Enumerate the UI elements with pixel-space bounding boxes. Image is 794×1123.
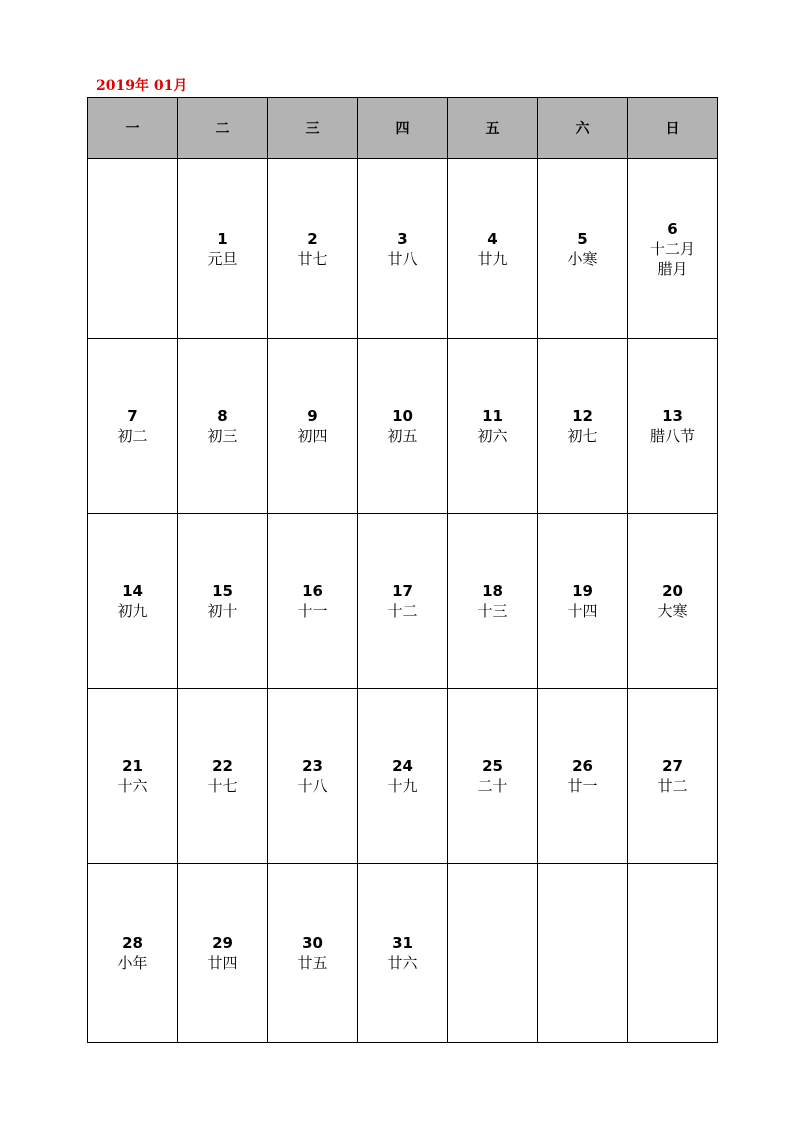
day-cell [88,864,178,1043]
day-cell [628,514,718,689]
day-cell [448,159,538,339]
day-number: 11 [482,407,503,425]
day-cell [448,514,538,689]
week-row [88,689,718,864]
day-number: 6 [667,219,678,238]
day-cell-empty [448,864,538,1043]
lunar-date: 元旦 [207,249,238,268]
day-cell-empty [88,159,178,339]
day-cell [178,864,268,1043]
day-cell [178,339,268,514]
day-number: 29 [212,934,233,952]
lunar-date: 廿二 [657,777,688,795]
lunar-date: 腊八节 [649,427,695,445]
lunar-date: 廿五 [297,954,328,972]
day-number: 20 [662,582,683,600]
day-number: 1 [217,229,228,248]
day-number: 4 [487,229,498,248]
day-cell [88,514,178,689]
lunar-date: 廿七 [297,249,328,268]
day-number: 19 [572,582,593,600]
day-number: 31 [392,934,413,952]
lunar-date: 初七 [567,427,598,445]
day-cell [628,339,718,514]
day-cell [538,689,628,864]
day-number: 13 [662,407,683,425]
day-cell [628,159,718,339]
day-number: 28 [122,934,143,952]
day-cell [88,689,178,864]
lunar-date: 十九 [387,777,418,795]
day-cell [358,689,448,864]
day-number: 22 [212,757,233,775]
month-calendar-table [87,97,718,1043]
lunar-date: 十七 [207,777,238,795]
day-number: 26 [572,757,593,775]
week-row [88,514,718,689]
day-number: 17 [392,582,413,600]
lunar-date: 十二 [387,602,418,620]
lunar-date: 十一 [297,602,328,620]
day-number: 21 [122,757,143,775]
lunar-date: 初二 [117,427,148,445]
day-cell [178,689,268,864]
day-number: 23 [302,757,323,775]
weekday-header-thu: 四 [358,98,448,159]
day-number: 25 [482,757,503,775]
day-number: 18 [482,582,503,600]
lunar-date: 小年 [117,954,148,972]
calendar-title: 2019年 01月 [96,78,188,94]
day-number: 3 [397,229,408,248]
day-number: 9 [307,407,318,425]
lunar-date: 廿一 [567,777,598,795]
lunar-date: 十三 [477,602,508,620]
day-cell [88,339,178,514]
lunar-date: 十八 [297,777,328,795]
lunar-date: 初四 [297,427,328,445]
lunar-date: 廿九 [477,249,508,268]
day-number: 8 [217,407,228,425]
day-number: 27 [662,757,683,775]
weekday-header-fri: 五 [448,98,538,159]
day-cell [448,339,538,514]
lunar-month: 十二月 [649,239,695,258]
lunar-date: 大寒 [657,602,688,620]
lunar-date: 廿六 [387,954,418,972]
lunar-date: 初三 [207,427,238,445]
week-row [88,864,718,1043]
day-cell [268,864,358,1043]
weekday-header-sat: 六 [538,98,628,159]
day-cell [448,689,538,864]
day-cell [358,864,448,1043]
lunar-date: 廿八 [387,249,418,268]
lunar-date: 初六 [477,427,508,445]
day-number: 15 [212,582,233,600]
day-number: 2 [307,229,318,248]
day-cell [538,514,628,689]
day-number: 30 [302,934,323,952]
week-row [88,159,718,339]
lunar-date: 初十 [207,602,238,620]
lunar-date: 十四 [567,602,598,620]
day-cell [538,339,628,514]
lunar-date: 十六 [117,777,148,795]
day-cell [358,159,448,339]
weekday-header-sun: 日 [628,98,718,159]
day-cell [628,689,718,864]
weekday-header-mon: 一 [88,98,178,159]
lunar-month-name: 腊月 [657,259,688,278]
weekday-header-tue: 二 [178,98,268,159]
day-cell [268,159,358,339]
day-cell [268,514,358,689]
day-number: 24 [392,757,413,775]
day-cell [358,514,448,689]
day-cell [178,514,268,689]
day-number: 16 [302,582,323,600]
lunar-date: 小寒 [567,249,598,268]
day-cell [268,339,358,514]
day-number: 5 [577,229,588,248]
lunar-date: 廿四 [207,954,238,972]
day-number: 14 [122,582,143,600]
day-number: 7 [127,407,138,425]
day-cell [268,689,358,864]
week-row [88,339,718,514]
lunar-date: 二十 [477,777,508,795]
day-cell [178,159,268,339]
day-cell [358,339,448,514]
day-cell-empty [628,864,718,1043]
weekday-header-wed: 三 [268,98,358,159]
day-cell-empty [538,864,628,1043]
day-number: 12 [572,407,593,425]
lunar-date: 初五 [387,427,418,445]
day-number: 10 [392,407,413,425]
lunar-date: 初九 [117,602,148,620]
day-cell [538,159,628,339]
weekday-header-row [88,98,718,159]
